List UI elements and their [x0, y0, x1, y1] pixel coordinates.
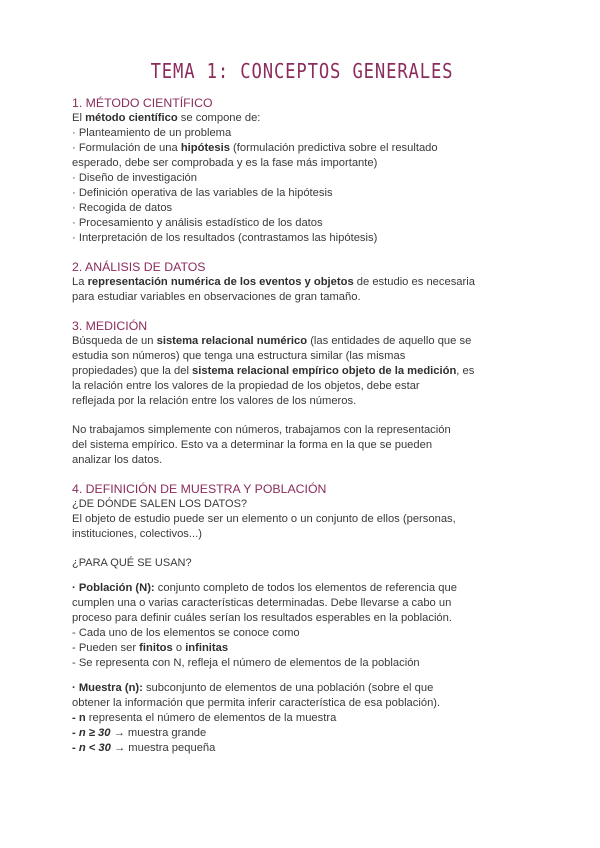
document-page [72, 58, 532, 756]
medicion-paragraph-line: estudia son números) que tenga una estructura similar (las mismas [72, 350, 406, 362]
poblacion-definition: · Población (N): conjunto completo de todos los elementos de referencia que [72, 582, 457, 594]
list-item: · Definición operativa de las variables de la hipótesis [72, 187, 333, 199]
muestra-definition-line: obtener la información que permita inferir característica de esa población). [72, 697, 441, 709]
origen-paragraph-line: instituciones, colectivos...) [72, 528, 202, 540]
medicion-paragraph-line: la relación entre los valores de la propiedad de los objetos, debe estar [72, 380, 420, 392]
list-item: - Pueden ser finitos o infinitas [72, 642, 229, 654]
medicion-paragraph-2-line: del sistema empírico. Esto va a determinar la forma en la que se pueden [72, 439, 433, 451]
medicion-paragraph-line: reflejada por la relación entre los valores de los números. [72, 395, 357, 407]
list-item: - n ≥ 30 → muestra grande [72, 727, 207, 739]
list-item: · Procesamiento y análisis estadístico de los datos [72, 217, 323, 229]
list-item: · Recogida de datos [72, 202, 173, 214]
origen-paragraph: El objeto de estudio puede ser un elemento o un conjunto de ellos (personas, [72, 513, 456, 525]
list-item: - n representa el número de elementos de la muestra [72, 712, 337, 724]
section-heading-analisis: 2. ANÁLISIS DE DATOS [72, 260, 206, 274]
medicion-paragraph-2-line: analizar los datos. [72, 454, 163, 466]
medicion-paragraph: Búsqueda de un sistema relacional numérico (las entidades de aquello que se [72, 335, 472, 347]
section-heading-muestra-poblacion: 4. DEFINICIÓN DE MUESTRA Y POBLACIÓN [72, 482, 327, 496]
list-item: · Planteamiento de un problema [72, 127, 232, 139]
medicion-paragraph-2: No trabajamos simplemente con números, trabajamos con la representación [72, 424, 451, 436]
subheading-origen-datos: ¿DE DÓNDE SALEN LOS DATOS? [72, 498, 248, 510]
list-item: - Se representa con N, refleja el número de elementos de la población [72, 657, 420, 669]
subheading-uso-datos: ¿PARA QUÉ SE USAN? [72, 557, 192, 569]
poblacion-definition-line: proceso para definir cuáles serían los resultados esperables en la población. [72, 612, 452, 624]
list-item: · Diseño de investigación [72, 172, 197, 184]
metodo-intro: El método científico se compone de: [72, 112, 261, 124]
page-title: TEMA 1: CONCEPTOS GENERALES [150, 59, 454, 83]
poblacion-definition-line: cumplen una o varias características determinadas. Debe llevarse a cabo un [72, 597, 452, 609]
list-item: · Formulación de una hipótesis (formulación predictiva sobre el resultado [72, 142, 438, 154]
list-item: - n < 30 → muestra pequeña [72, 742, 216, 754]
list-item: · Interpretación de los resultados (contrastamos las hipótesis) [72, 232, 378, 244]
analisis-paragraph: La representación numérica de los eventos y objetos de estudio es necesaria [72, 276, 475, 288]
list-item: - Cada uno de los elementos se conoce como [72, 627, 300, 639]
list-item-continuation: esperado, debe ser comprobada y es la fase más importante) [72, 157, 378, 169]
section-heading-medicion: 3. MEDICIÓN [72, 319, 148, 333]
analisis-paragraph-line: para estudiar variables en observaciones de gran tamaño. [72, 291, 361, 303]
section-heading-metodo: 1. MÉTODO CIENTÍFICO [72, 96, 213, 110]
medicion-paragraph-line: propiedades) que la del sistema relacional empírico objeto de la medición, es [72, 365, 475, 377]
muestra-definition: · Muestra (n): subconjunto de elementos de una población (sobre el que [72, 682, 434, 694]
